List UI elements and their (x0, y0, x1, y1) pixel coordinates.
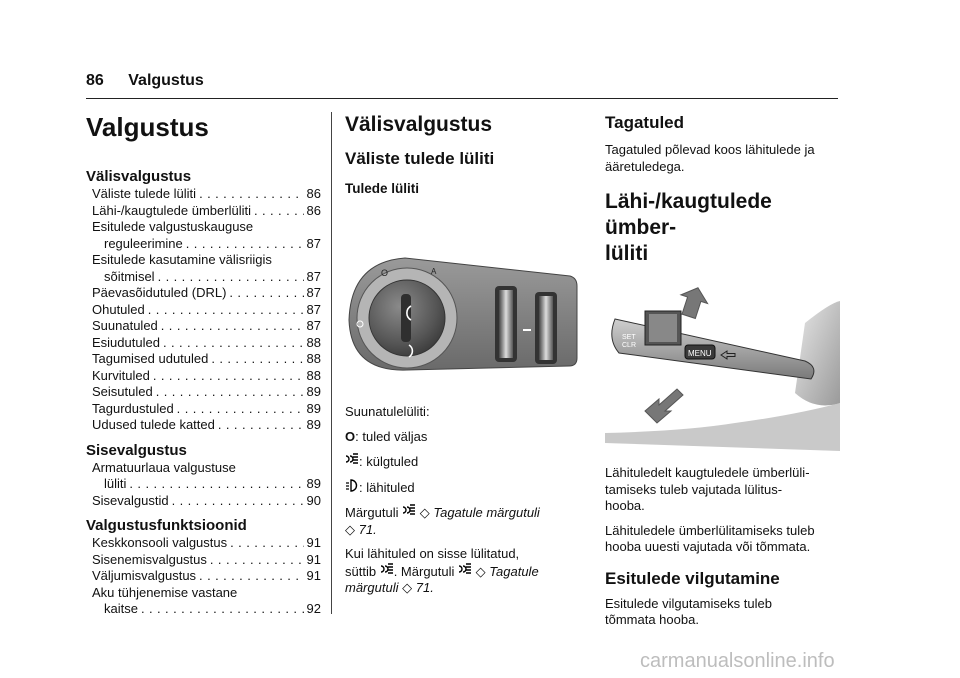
toc-entry-label: lüliti (104, 476, 127, 491)
toc-entry[interactable] (86, 203, 321, 220)
toc-leader (161, 318, 304, 335)
toc-entry-label: Esitulede kasutamine välisriigis (92, 252, 272, 267)
ref-link[interactable]: Tagatule märgutuli (433, 505, 540, 520)
toc-entry[interactable] (86, 384, 321, 401)
toc-entry-label: Väljumisvalgustus (92, 568, 197, 583)
toc-entry-label: Päevasõidutuled (DRL) (92, 285, 227, 300)
high-beam-instructions (605, 465, 840, 515)
flash-heading: Esitulede vilgutamine (605, 568, 780, 588)
p2-text-a: Kui lähituled on sisse lülitatud, (345, 546, 520, 561)
section-title-exterior: Välisvalgustus (345, 113, 493, 136)
ref-page[interactable]: 71 (358, 521, 374, 537)
toc-leader (177, 401, 304, 418)
toc-entry-label: Väliste tulede lüliti (92, 186, 197, 201)
toc-leader (211, 351, 303, 368)
toc-entry-page: 89 (306, 476, 321, 491)
toc-entry-page: 87 (306, 285, 321, 300)
side-lights-icon (345, 453, 359, 471)
toc-entry-page: 88 (306, 351, 321, 366)
toc-entry-label: Esitulede valgustuskauguse (92, 219, 254, 234)
low-beam-row (345, 479, 580, 497)
page-header (86, 72, 204, 90)
toc-leader (129, 476, 303, 493)
toc-list (86, 460, 321, 510)
toc-entry[interactable] (86, 318, 321, 335)
toc-column (86, 112, 321, 618)
toc-leader (148, 302, 304, 319)
p2-line2: tamiseks tuleb vajutada lülitus- (605, 481, 783, 497)
p2-ref-b[interactable]: märgutuli (345, 580, 399, 595)
toc-entry-page: 87 (306, 301, 321, 317)
toc-leader (254, 203, 304, 220)
column-divider (331, 112, 332, 614)
tail-lights-text: Tagatuled põlevad koos lähitulede ja ääretuledega. (605, 142, 815, 174)
beam-switch-title-line2: lüliti (605, 242, 649, 265)
side-lights-icon (402, 504, 416, 522)
toc-list (86, 186, 321, 434)
toc-entry[interactable] (86, 186, 321, 203)
p4-line2: tõmmata hooba. (605, 612, 699, 627)
side-lights-icon (380, 563, 394, 581)
off-symbol: O (345, 428, 356, 444)
toc-entry-page: 87 (306, 235, 321, 251)
low-beam-text: : lähituled (359, 479, 415, 495)
toc-entry-label: Armatuurlaua valgustuse (92, 459, 236, 475)
stalk-label-set: SET (622, 334, 636, 341)
toc-entry-page: 88 (306, 334, 321, 350)
toc-entry-label: Sisenemisvalgustus (92, 551, 207, 567)
toc-entry-page: 91 (306, 551, 321, 567)
toc-section-heading: Välisvalgustus (86, 168, 192, 185)
toc-entry[interactable] (86, 460, 321, 477)
tail-lights-heading: Tagatuled (605, 113, 685, 132)
toc-entry-page: 86 (306, 202, 321, 218)
page-ref-icon: ◇ (345, 521, 355, 537)
subsection-title-light-switch: Väliste tulede lüliti (345, 149, 495, 168)
toc-leader (229, 285, 303, 302)
toc-title: Valgustus (86, 112, 209, 142)
switch-label-off: O (381, 268, 389, 278)
toc-entry[interactable] (86, 351, 321, 368)
toc-leader (186, 236, 304, 253)
toc-entry-page: 87 (306, 268, 321, 284)
toc-entry[interactable] (86, 417, 321, 434)
p2-line1: Lähituledelt kaugtuledele ümberlüli- (605, 465, 810, 480)
p4-line1: Esitulede vilgutamiseks tuleb (605, 595, 772, 611)
side-lights-icon (458, 563, 472, 581)
toc-leader (156, 384, 304, 401)
toc-leader (218, 417, 304, 434)
toc-entry-label: Keskkonsooli valgustus (92, 535, 228, 550)
toc-entry-page: 87 (306, 318, 321, 333)
p2-ref-a[interactable]: Tagatule (489, 563, 539, 579)
toc-entry-label: sõitmisel (104, 268, 155, 284)
off-text: : tuled väljas (355, 428, 428, 444)
toc-entry[interactable] (86, 269, 321, 286)
toc-leader (199, 568, 303, 585)
toc-entry[interactable] (86, 252, 321, 269)
toc-entry-page: 91 (306, 568, 321, 583)
toc-entry[interactable] (86, 601, 321, 618)
toc-leader (153, 368, 304, 385)
low-beam-instructions (605, 523, 840, 556)
toc-entry[interactable] (86, 585, 321, 602)
toc-entry[interactable] (86, 236, 321, 253)
off-row (345, 429, 580, 446)
toc-entry-page: 86 (306, 186, 321, 201)
beam-switch-title-line1: Lähi-/kaugtulede ümber- (605, 190, 772, 239)
toc-entry-label: Aku tühjenemise vastane (92, 584, 238, 600)
toc-entry-label: Ohutuled (92, 301, 145, 317)
toc-entry[interactable] (86, 302, 321, 319)
stalk-menu-label: MENU (688, 349, 712, 358)
toc-entry-label: Tagumised udutuled (92, 351, 209, 366)
light-switch-illustration (345, 254, 580, 374)
toc-entry[interactable] (86, 335, 321, 352)
toc-entry-page: 89 (306, 384, 321, 399)
indicator-label: Märgutuli (345, 505, 399, 520)
toc-entry-page: 88 (306, 367, 321, 383)
toc-entry[interactable] (86, 401, 321, 418)
toc-entry-page: 90 (306, 492, 321, 508)
p2-text-c: . Märgutuli (393, 563, 455, 579)
toc-entry-label: Tagurdustuled (92, 400, 174, 416)
toc-entry[interactable] (86, 285, 321, 302)
page-number: 86 (86, 72, 104, 89)
beam-stalk-illustration (605, 283, 840, 451)
beam-switch-title (605, 189, 840, 267)
toc-list (86, 535, 321, 618)
toc-entry[interactable] (86, 552, 321, 569)
watermark: carmanualsonline.info (640, 650, 835, 672)
p2-text-b: süttib (345, 563, 377, 579)
exterior-lighting-column (345, 112, 580, 597)
page-ref-icon: ◇ (475, 563, 486, 579)
toc-entry[interactable] (86, 568, 321, 585)
toc-entry-label: Sisevalgustid (92, 492, 169, 508)
toc-entry-label: Lähi-/kaugtulede ümberlüliti (92, 202, 251, 218)
toc-leader (210, 552, 304, 569)
toc-entry-label: Suunatuled (92, 318, 158, 333)
p2-ref-page[interactable]: 71 (415, 580, 431, 595)
toc-leader (199, 186, 303, 203)
toc-leader (230, 535, 303, 552)
toc-entry-page: 89 (306, 417, 321, 432)
toc-entry-label: kaitse (104, 601, 138, 616)
toc-entry-label: reguleerimine (104, 235, 183, 251)
toc-entry[interactable] (86, 219, 321, 236)
low-beam-icon (345, 479, 359, 497)
toc-entry[interactable] (86, 493, 321, 510)
low-beam-indicator-paragraph: Kui lähituled on sisse lülitatud, süttib . Märgutuli ◇ Tagatule märgutuli ◇ 71. (345, 546, 539, 595)
switch-label-auto: A (431, 267, 437, 276)
p2-line3: hooba. (605, 498, 645, 513)
p3-line2: hooba uuesti vajutada või tõmmata. (605, 539, 811, 554)
toc-entry[interactable] (86, 368, 321, 385)
side-lights-row (345, 453, 580, 471)
toc-leader (158, 269, 304, 286)
page-ref-icon: ◇ (402, 580, 413, 595)
toc-entry-label: Seisutuled (92, 384, 153, 399)
indicator-row: Märgutuli ◇ Tagatule märgutuli ◇ 71. (345, 505, 540, 537)
p3-line1: Lähituledele ümberlülitamiseks tuleb (605, 522, 815, 538)
page-ref-icon: ◇ (419, 505, 430, 520)
toc-entry-label: Esiudutuled (92, 334, 160, 350)
toc-entry-label: Udused tulede katted (92, 417, 215, 432)
light-switch-heading: Tulede lüliti (345, 181, 419, 196)
toc-entry[interactable] (86, 476, 321, 493)
toc-section-heading: Sisevalgustus (86, 441, 187, 459)
toc-entry-page: 92 (306, 601, 321, 616)
stalk-label-clr: CLR (622, 342, 637, 349)
turn-switch-intro: Suunatulelüliti: (345, 404, 430, 419)
toc-sections (86, 168, 321, 618)
side-lights-text: : külgtuled (359, 454, 419, 469)
toc-leader (141, 601, 304, 618)
beam-switch-column (605, 112, 840, 629)
toc-leader (172, 493, 304, 510)
toc-entry-page: 91 (306, 535, 321, 550)
toc-section-heading: Valgustusfunktsioonid (86, 517, 247, 534)
toc-leader (163, 335, 304, 352)
header-rule (86, 98, 838, 99)
toc-entry-label: Kurvituled (92, 367, 150, 383)
toc-entry[interactable] (86, 535, 321, 552)
header-title: Valgustus (128, 72, 204, 89)
toc-entry-page: 89 (306, 400, 321, 416)
flash-instructions (605, 596, 840, 629)
